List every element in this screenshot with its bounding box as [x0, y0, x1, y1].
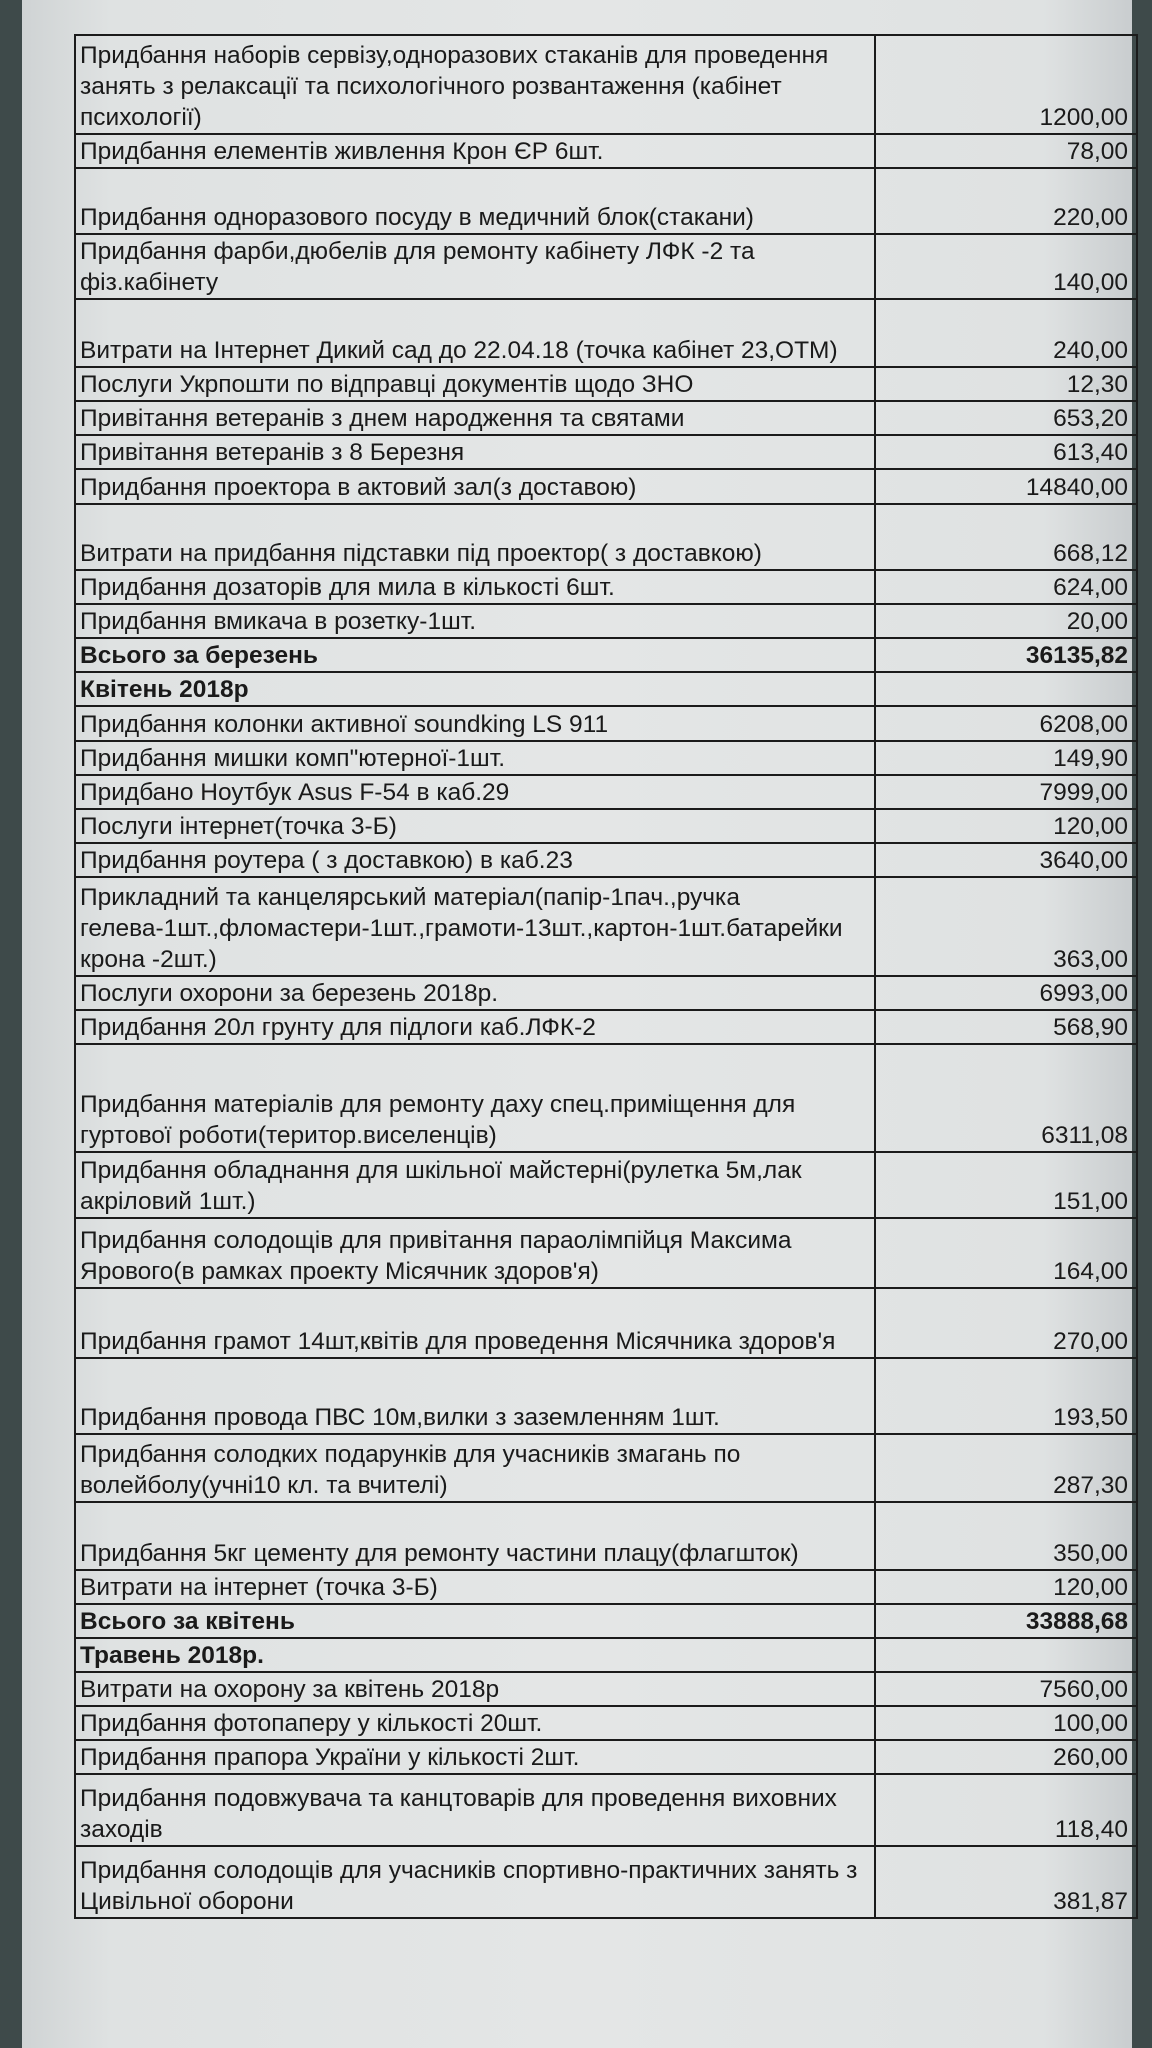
row-description: Придбання роутера ( з доставкою) в каб.23: [75, 843, 875, 877]
table-row: [75, 401, 1137, 435]
table-row: [75, 570, 1137, 604]
table-row-total: [75, 1604, 1137, 1638]
row-amount: 100,00: [875, 1706, 1137, 1740]
table-row: [75, 604, 1137, 638]
row-amount: 381,87: [875, 1846, 1137, 1918]
row-description: Витрати на інтернет (точка 3-Б): [75, 1570, 875, 1604]
row-amount: 164,00: [875, 1218, 1137, 1288]
row-description: Придбання мишки комп"ютерної-1шт.: [75, 741, 875, 775]
row-amount: 7560,00: [875, 1672, 1137, 1706]
table-row: [75, 741, 1137, 775]
row-amount: 613,40: [875, 435, 1137, 469]
row-amount: 653,20: [875, 401, 1137, 435]
row-description: Придбання фотопаперу у кількості 20шт.: [75, 1706, 875, 1740]
row-amount: 287,30: [875, 1434, 1137, 1502]
row-amount: 14840,00: [875, 469, 1137, 504]
table-row: [75, 1152, 1137, 1218]
row-amount: 220,00: [875, 168, 1137, 234]
row-description: Придбання подовжувача та канцтоварів для проведення виховних заходів: [75, 1774, 875, 1846]
row-amount: 6993,00: [875, 976, 1137, 1010]
row-description: Прикладний та канцелярський матеріал(папір-1пач.,ручка гелева-1шт.,фломастери-1шт.,грамоти-13шт.,картон-1шт.батарейки крона -2шт.): [75, 877, 875, 976]
table-row: [75, 134, 1137, 168]
row-description: Придбання наборів сервізу,одноразових стаканів для проведення занять з релаксації та психологічного розвантаження (кабінет психології): [75, 35, 875, 134]
table-row: [75, 469, 1137, 504]
row-amount: 120,00: [875, 809, 1137, 843]
row-description: Привітання ветеранів з днем народження та святами: [75, 401, 875, 435]
table-row: [75, 877, 1137, 976]
row-amount: [875, 1638, 1137, 1672]
paper-sheet: [22, 0, 1132, 2048]
row-description: Придбання провода ПВС 10м,вилки з заземленням 1шт.: [75, 1358, 875, 1434]
table-row: [75, 1358, 1137, 1434]
table-row: [75, 843, 1137, 877]
row-amount: 568,90: [875, 1010, 1137, 1044]
row-amount: 3640,00: [875, 843, 1137, 877]
row-description: Придбання колонки активної soundking LS 911: [75, 706, 875, 741]
row-amount: 36135,82: [875, 638, 1137, 672]
row-description: Придбання 5кг цементу для ремонту частини плацу(флагшток): [75, 1502, 875, 1570]
table-row: [75, 775, 1137, 809]
row-amount: 1200,00: [875, 35, 1137, 134]
row-amount: 20,00: [875, 604, 1137, 638]
row-amount: 6208,00: [875, 706, 1137, 741]
row-description: Придбання елементів живлення Крон ЄР 6шт.: [75, 134, 875, 168]
table-row: [75, 1672, 1137, 1706]
row-description: Придбання прапора України у кількості 2шт.: [75, 1740, 875, 1774]
table-row: [75, 1502, 1137, 1570]
row-description: Всього за березень: [75, 638, 875, 672]
table-row: [75, 1044, 1137, 1152]
table-row: [75, 299, 1137, 367]
row-amount: 193,50: [875, 1358, 1137, 1434]
row-description: Придбання матеріалів для ремонту даху спец.приміщення для гуртової роботи(територ.виселенців): [75, 1044, 875, 1152]
table-row: [75, 234, 1137, 299]
table-row: [75, 1218, 1137, 1288]
row-description: Придбано Ноутбук Asus F-54 в каб.29: [75, 775, 875, 809]
row-description: Придбання проектора в актовий зал(з доставою): [75, 469, 875, 504]
row-amount: 350,00: [875, 1502, 1137, 1570]
row-amount: 149,90: [875, 741, 1137, 775]
row-description: Привітання ветеранів з 8 Березня: [75, 435, 875, 469]
row-description: Придбання вмикача в розетку-1шт.: [75, 604, 875, 638]
table-row: [75, 1010, 1137, 1044]
row-amount: 118,40: [875, 1774, 1137, 1846]
expense-table: [74, 34, 1138, 1919]
table-row: [75, 35, 1137, 134]
row-amount: 668,12: [875, 504, 1137, 570]
table-row: [75, 1288, 1137, 1358]
row-amount: 33888,68: [875, 1604, 1137, 1638]
row-amount: 260,00: [875, 1740, 1137, 1774]
row-amount: [875, 672, 1137, 706]
table-row: [75, 1570, 1137, 1604]
table-row: [75, 1740, 1137, 1774]
table-row-total: [75, 638, 1137, 672]
table-row: [75, 1846, 1137, 1918]
table-row: [75, 809, 1137, 843]
table-row: [75, 1434, 1137, 1502]
table-row-month-header: [75, 672, 1137, 706]
row-description: Придбання солодощів для привітання параолімпійця Максима Ярового(в рамках проекту Місячник здоров'я): [75, 1218, 875, 1288]
table-row: [75, 1774, 1137, 1846]
row-description: Придбання 20л грунту для підлоги каб.ЛФК-2: [75, 1010, 875, 1044]
table-row: [75, 1706, 1137, 1740]
row-amount: 270,00: [875, 1288, 1137, 1358]
table-row: [75, 504, 1137, 570]
row-amount: 363,00: [875, 877, 1137, 976]
row-description: Витрати на придбання підставки під проектор( з доставкою): [75, 504, 875, 570]
row-amount: 624,00: [875, 570, 1137, 604]
row-amount: 12,30: [875, 367, 1137, 401]
table-row: [75, 367, 1137, 401]
row-description: Квітень 2018р: [75, 672, 875, 706]
row-amount: 6311,08: [875, 1044, 1137, 1152]
table-row: [75, 976, 1137, 1010]
row-amount: 7999,00: [875, 775, 1137, 809]
row-amount: 120,00: [875, 1570, 1137, 1604]
row-amount: 151,00: [875, 1152, 1137, 1218]
table-row-month-header: [75, 1638, 1137, 1672]
row-description: Витрати на охорону за квітень 2018р: [75, 1672, 875, 1706]
table-row: [75, 706, 1137, 741]
row-amount: 78,00: [875, 134, 1137, 168]
row-description: Придбання грамот 14шт,квітів для проведення Місячника здоров'я: [75, 1288, 875, 1358]
table-row: [75, 168, 1137, 234]
row-description: Послуги Укрпошти по відправці документів щодо ЗНО: [75, 367, 875, 401]
row-description: Придбання обладнання для шкільної майстерні(рулетка 5м,лак акріловий 1шт.): [75, 1152, 875, 1218]
table-row: [75, 435, 1137, 469]
row-description: Придбання дозаторів для мила в кількості 6шт.: [75, 570, 875, 604]
row-description: Придбання одноразового посуду в медичний блок(стакани): [75, 168, 875, 234]
row-description: Придбання фарби,дюбелів для ремонту кабінету ЛФК -2 та фіз.кабінету: [75, 234, 875, 299]
row-description: Послуги охорони за березень 2018р.: [75, 976, 875, 1010]
row-description: Травень 2018р.: [75, 1638, 875, 1672]
row-description: Всього за квітень: [75, 1604, 875, 1638]
row-amount: 140,00: [875, 234, 1137, 299]
row-amount: 240,00: [875, 299, 1137, 367]
row-description: Придбання солодощів для учасників спортивно-практичних занять з Цивільної оборони: [75, 1846, 875, 1918]
row-description: Витрати на Інтернет Дикий сад до 22.04.18 (точка кабінет 23,ОТМ): [75, 299, 875, 367]
row-description: Послуги інтернет(точка 3-Б): [75, 809, 875, 843]
row-description: Придбання солодких подарунків для учасників змагань по волейболу(учні10 кл. та вчителі): [75, 1434, 875, 1502]
